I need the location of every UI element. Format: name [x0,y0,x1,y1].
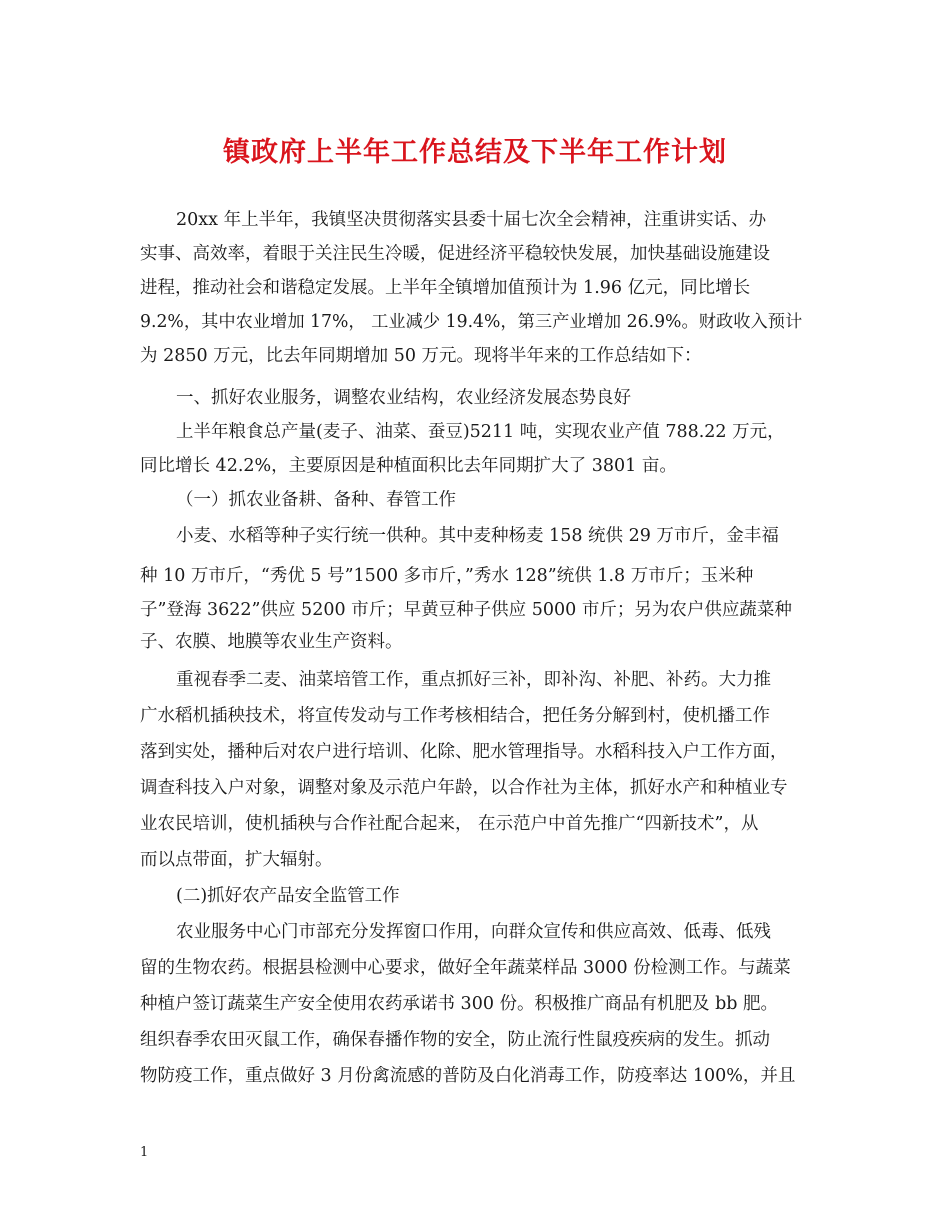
paragraph-line: 物防疫工作，重点做好 3 月份禽流感的普防及白化消毒工作，防疫率达 100%，并且 [140,1066,796,1086]
paragraph-line: 进程，推动社会和谐稳定发展。上半年全镇增加值预计为 1.96 亿元，同比增长 [140,278,751,298]
paragraph-line: 20xx 年上半年，我镇坚决贯彻落实县委十届七次全会精神，注重讲实话、办 [176,210,767,230]
subsection-heading: (二)抓好农产品安全监管工作 [176,886,400,906]
paragraph-line: 种植户签订蔬菜生产安全使用农药承诺书 300 份。积极推广商品有机肥及 bb 肥。 [140,994,779,1014]
paragraph-line: 9.2%，其中农业增加 17%， 工业减少 19.4%，第三产业增加 26.9%。财政收入预计 [140,312,803,332]
section-heading: 一、抓好农业服务，调整农业结构，农业经济发展态势良好 [176,388,631,408]
document-title: 镇政府上半年工作总结及下半年工作计划 [223,137,727,168]
subsection-heading: （一）抓农业备耕、备种、春管工作 [176,490,456,510]
page-number: 1 [140,1145,149,1160]
paragraph-line: 重视春季二麦、油菜培管工作，重点抓好三补，即补沟、补肥、补药。大力推 [176,670,771,690]
paragraph-line: 业农民培训，使机插秧与合作社配合起来， 在示范户中首先推广“四新技术”，从 [140,814,759,834]
paragraph-line: 实事、高效率，着眼于关注民生冷暖，促进经济平稳较快发展，加快基础设施建设 [140,244,770,264]
paragraph-line: 子”登海 3622”供应 5200 市斤；早黄豆种子供应 5000 市斤；另为农户供应蔬菜种 [140,600,792,620]
paragraph-line: 同比增长 42.2%，主要原因是种植面积比去年同期扩大了 3801 亩。 [140,456,677,476]
paragraph-line: 广水稻机插秧技术，将宣传发动与工作考核相结合，把任务分解到村，使机播工作 [140,706,770,726]
paragraph-line: 小麦、水稻等种子实行统一供种。其中麦种杨麦 158 统供 29 万市斤，金丰福 [176,526,779,546]
paragraph-line: 农业服务中心门市部充分发挥窗口作用，向群众宣传和供应高效、低毒、低残 [176,922,771,942]
paragraph-line: 子、农膜、地膜等农业生产资料。 [140,632,403,652]
paragraph-line: 调查科技入户对象，调整对象及示范户年龄，以合作社为主体，抓好水产和种植业专 [140,778,788,798]
paragraph-line: 组织春季农田灭鼠工作，确保春播作物的安全，防止流行性鼠疫疾病的发生。抓动 [140,1030,770,1050]
paragraph-line: 而以点带面，扩大辐射。 [140,850,333,870]
paragraph-line: 上半年粮食总产量(麦子、油菜、蚕豆)5211 吨，实现农业产值 788.22 万元， [176,422,785,442]
paragraph-line: 种 10 万市斤，“秀优 5 号”1500 多市斤，”秀水 128”统供 1.8 万市斤；玉米种 [140,566,754,586]
paragraph-line: 为 2850 万元，比去年同期增加 50 万元。现将半年来的工作总结如下： [140,346,702,366]
paragraph-line: 落到实处，播种后对农户进行培训、化除、肥水管理指导。水稻科技入户工作方面， [140,742,788,762]
paragraph-line: 留的生物农药。根据县检测中心要求，做好全年蔬菜样品 3000 份检测工作。与蔬菜 [140,958,791,978]
